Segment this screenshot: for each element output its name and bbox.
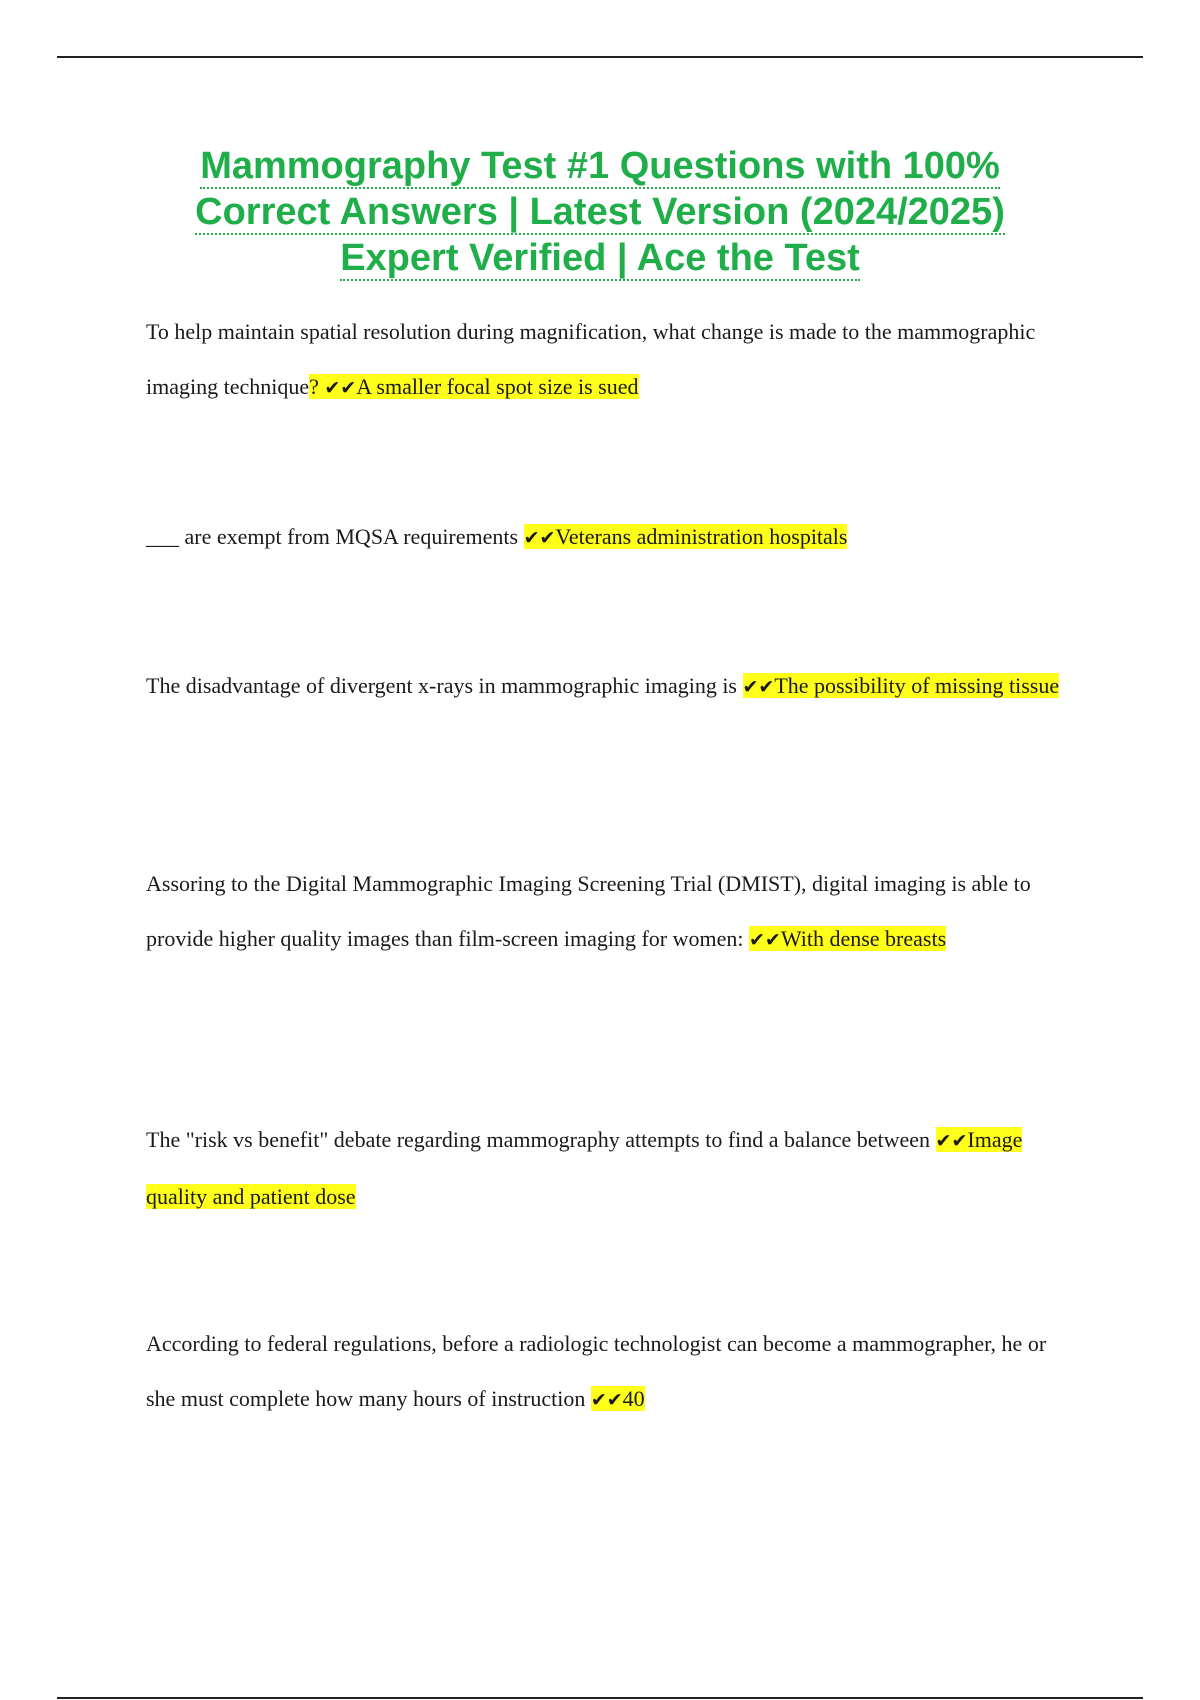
title-line: Expert Verified | Ace the Test	[340, 237, 860, 279]
answer-text: Veterans administration hospitals	[555, 524, 848, 549]
bottom-rule	[57, 1697, 1143, 1699]
answer-highlight	[743, 673, 1060, 698]
qa-item-6	[146, 1316, 1066, 1428]
question-text: The "risk vs benefit" debate regarding mammography attempts to find a balance between	[146, 1127, 931, 1152]
answer-text: A smaller focal spot size is sued	[356, 374, 639, 399]
question-text: The disadvantage of divergent x-rays in mammographic imaging is	[146, 673, 737, 698]
answer-highlight	[309, 374, 638, 399]
qa-item-4	[146, 856, 1066, 968]
double-check-icon: ✔✔	[523, 527, 556, 549]
double-check-icon: ✔✔	[742, 676, 775, 698]
answer-text: 40	[622, 1386, 645, 1411]
double-check-icon: ✔✔	[324, 377, 357, 399]
qa-item-3	[146, 658, 1066, 715]
top-rule	[57, 56, 1143, 58]
double-check-icon: ✔✔	[590, 1389, 623, 1411]
question-text: According to federal regulations, before a radiologic technologist can become a mammographer, he or she must complete how many hours of instruction	[146, 1331, 1047, 1411]
question-mark: ?	[309, 374, 319, 399]
title-line: Correct Answers | Latest Version (2024/2025)	[195, 191, 1005, 233]
question-text: ___ are exempt from MQSA requirements	[146, 524, 519, 549]
double-check-icon: ✔✔	[749, 929, 781, 951]
answer-highlight	[591, 1386, 645, 1411]
answer-text: With dense breasts	[780, 926, 947, 951]
document-title	[100, 143, 1100, 281]
answer-text: The possibility of missing tissue	[774, 673, 1060, 698]
qa-item-5	[146, 1112, 1066, 1224]
answer-highlight	[749, 926, 946, 951]
double-check-icon: ✔✔	[935, 1130, 968, 1152]
title-line: Mammography Test #1 Questions with 100%	[200, 145, 1000, 187]
question-text: To help maintain spatial resolution during magnification, what change is made to the mammographic imaging technique	[146, 319, 1036, 399]
qa-item-1	[146, 304, 1066, 416]
answer-highlight	[524, 524, 848, 549]
answer-text: Image quality and patient dose	[146, 1127, 1023, 1209]
qa-item-2	[146, 509, 1066, 566]
question-text: Assoring to the Digital Mammographic Imaging Screening Trial (DMIST), digital imaging is able to provide higher quality images than film-screen imaging for women:	[146, 871, 1031, 951]
